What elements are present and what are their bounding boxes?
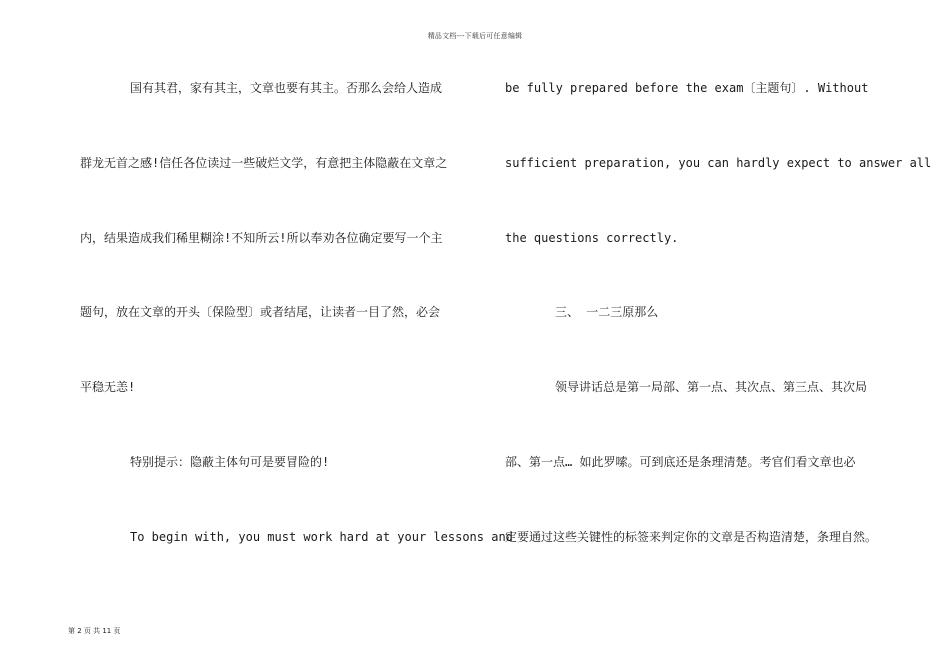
paragraph-line: 部、第一点… 如此罗嗦。可到底还是条理清楚。考官们看文章也必 bbox=[505, 455, 856, 469]
right-column bbox=[505, 0, 932, 672]
tip-line: 特别提示：隐蔽主体句可是要冒险的! bbox=[130, 455, 330, 469]
paragraph-line: 内，结果造成我们稀里糊涂!不知所云!所以奉劝各位确定要写一个主 bbox=[80, 231, 443, 245]
section-heading: 三、 一二三原那么 bbox=[555, 305, 659, 319]
page-header: 精品文档---下载后可任意编辑 bbox=[427, 32, 523, 40]
left-column bbox=[80, 0, 513, 672]
page-number: 第 2 页 共 11 页 bbox=[68, 627, 121, 635]
paragraph-line: 群龙无首之感!信任各位读过一些破烂文学，有意把主体隐蔽在文章之 bbox=[80, 156, 448, 170]
paragraph-line: 定要通过这些关键性的标签来判定你的文章是否构造清楚，条理自然。 bbox=[505, 530, 878, 544]
example-line: be fully prepared before the exam〔主题句〕. Without bbox=[505, 81, 869, 95]
paragraph-line: 国有其君，家有其主，文章也要有其主。否那么会给人造成 bbox=[130, 81, 443, 95]
example-line: the questions correctly. bbox=[505, 231, 679, 245]
paragraph-line: 领导讲话总是第一局部、第一点、其次点、第三点、其次局 bbox=[555, 380, 868, 394]
example-line: To begin with, you must work hard at your lessons and bbox=[130, 530, 513, 544]
paragraph-line: 平稳无恙! bbox=[80, 380, 136, 394]
paragraph-line: 题句，放在文章的开头〔保险型〕或者结尾，让读者一目了然，必会 bbox=[80, 305, 441, 319]
example-line: sufficient preparation, you can hardly expect to answer all bbox=[505, 156, 932, 170]
